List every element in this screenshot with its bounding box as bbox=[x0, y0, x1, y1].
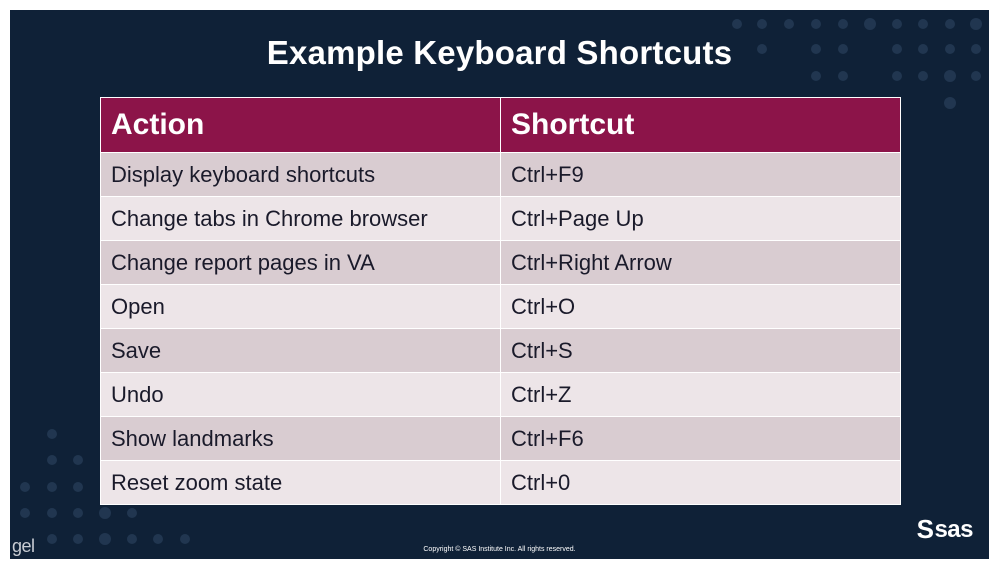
shortcut-cell: Ctrl+S bbox=[501, 329, 901, 373]
table-header-row bbox=[101, 98, 901, 153]
action-cell: Show landmarks bbox=[101, 417, 501, 461]
sas-logo-text: sas bbox=[934, 515, 973, 543]
table-row bbox=[101, 241, 901, 285]
shortcut-cell: Ctrl+F9 bbox=[501, 153, 901, 197]
table-row bbox=[101, 153, 901, 197]
slide bbox=[10, 10, 989, 559]
shortcut-cell: Ctrl+F6 bbox=[501, 417, 901, 461]
shortcuts-table bbox=[100, 97, 901, 505]
column-header-shortcut: Shortcut bbox=[501, 98, 901, 153]
table-row bbox=[101, 417, 901, 461]
shortcut-cell: Ctrl+Right Arrow bbox=[501, 241, 901, 285]
table-row bbox=[101, 461, 901, 505]
action-cell: Display keyboard shortcuts bbox=[101, 153, 501, 197]
sas-logo bbox=[917, 514, 973, 545]
action-cell: Save bbox=[101, 329, 501, 373]
action-cell: Open bbox=[101, 285, 501, 329]
table-row bbox=[101, 285, 901, 329]
shortcut-cell: Ctrl+0 bbox=[501, 461, 901, 505]
shortcut-cell: Ctrl+Z bbox=[501, 373, 901, 417]
shortcut-cell: Ctrl+Page Up bbox=[501, 197, 901, 241]
shortcut-cell: Ctrl+O bbox=[501, 285, 901, 329]
sas-logo-mark: S bbox=[916, 514, 934, 544]
table-row bbox=[101, 329, 901, 373]
action-cell: Undo bbox=[101, 373, 501, 417]
action-cell: Change report pages in VA bbox=[101, 241, 501, 285]
action-cell: Change tabs in Chrome browser bbox=[101, 197, 501, 241]
action-cell: Reset zoom state bbox=[101, 461, 501, 505]
copyright-notice: Copyright © SAS Institute Inc. All rights reserved. bbox=[423, 546, 576, 553]
slide-title: Example Keyboard Shortcuts bbox=[266, 34, 733, 71]
column-header-action: Action bbox=[101, 98, 501, 153]
table-row bbox=[101, 197, 901, 241]
gel-footer-label: gel bbox=[12, 536, 35, 556]
table-row bbox=[101, 373, 901, 417]
